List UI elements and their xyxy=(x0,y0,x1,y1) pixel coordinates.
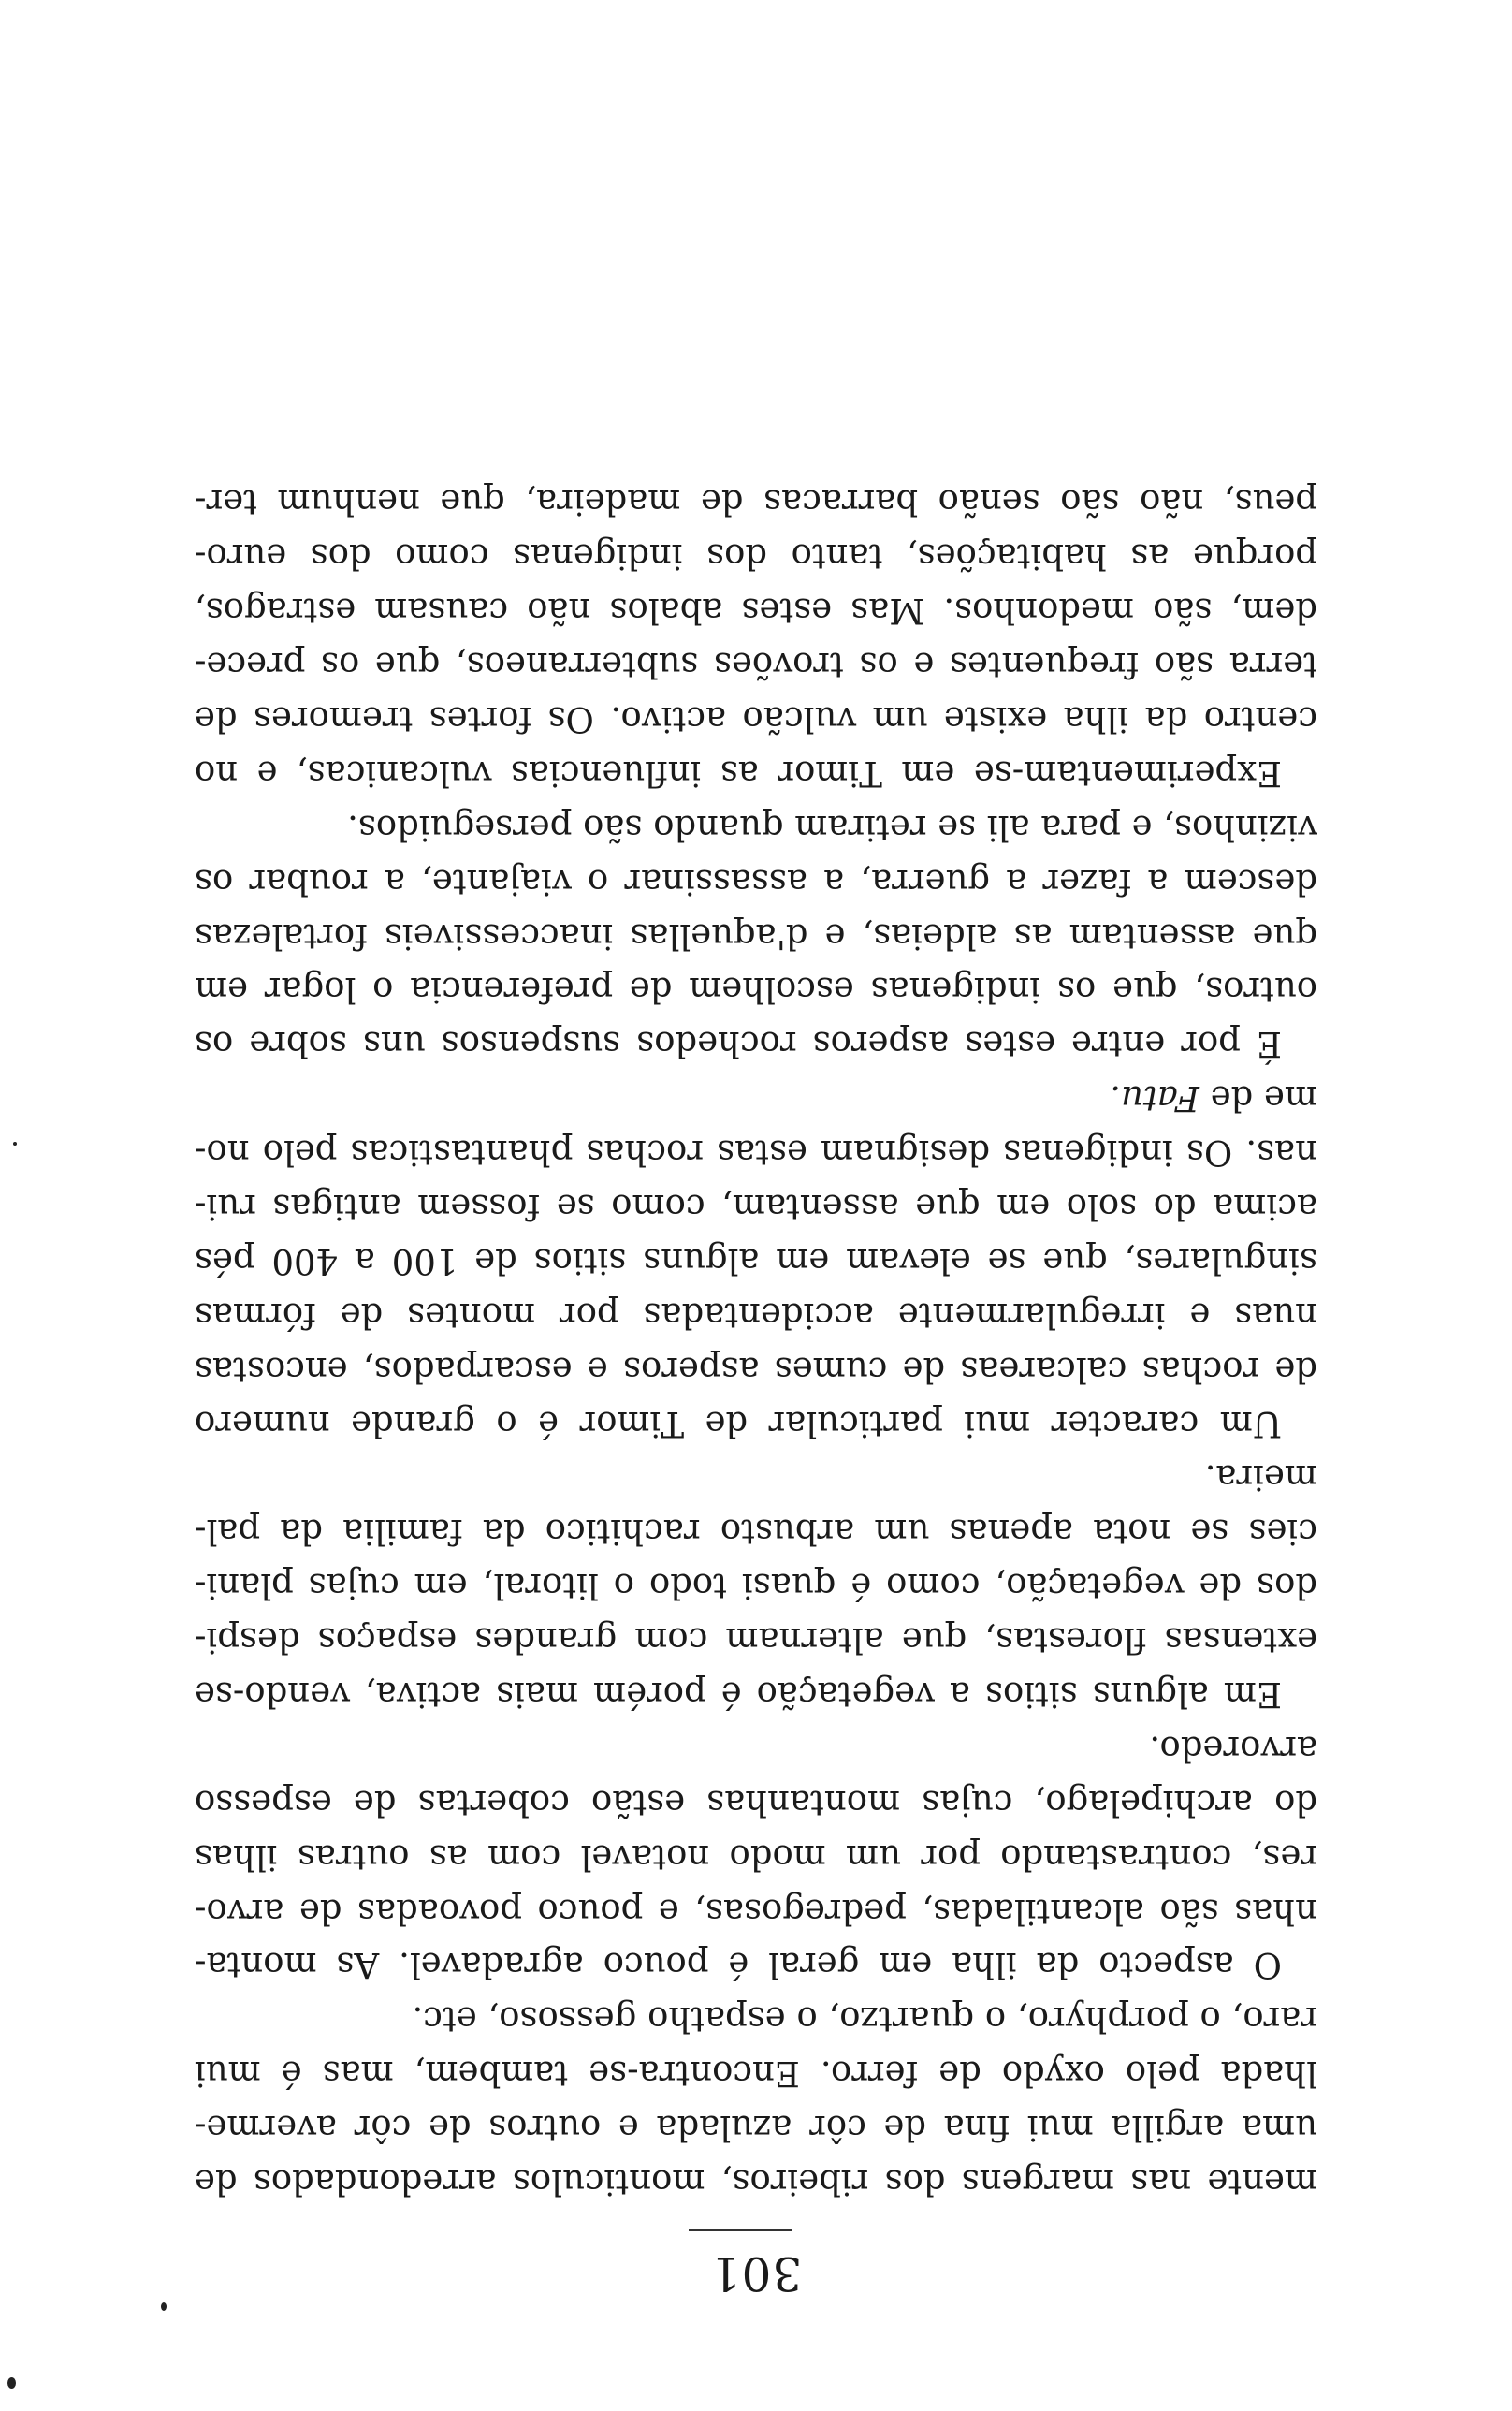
body-text xyxy=(195,475,1317,2210)
page-number-rule xyxy=(689,2229,792,2231)
text-line: terra são frequentes e os trovões subterraneos, que os prece- xyxy=(195,645,1317,686)
text-line: descem a fazer a guerra, a assassinar o viajante, a roubar os xyxy=(195,861,1317,902)
text-line: Experimentam-se em Timor as influencias vulcanicas, e no xyxy=(195,753,1282,794)
text-line: uma argilla mui fina de côr azulada e outros de côr averme- xyxy=(195,2108,1317,2149)
text-line: singulares, que se elevam em alguns sitios de 100 a 400 pés xyxy=(195,1240,1317,1281)
line-text: me de xyxy=(1199,1078,1317,1119)
text-line: vizinhos, e para ali se retiram quando são perseguidos. xyxy=(347,807,1317,848)
scan-speck xyxy=(161,2302,167,2311)
text-line: dem, são medonhos. Mas estes abalos não causam estragos, xyxy=(195,591,1317,632)
text-line: centro da ilha existe um vulcão activo. Os fortes tremores de xyxy=(195,698,1317,739)
page-number: 301 xyxy=(709,2246,803,2301)
text-line: peus, não são senão barracas de madeira, que nenhum ter- xyxy=(195,482,1317,523)
text-line: nuas e irregularmente accidentadas por montes de fórmas xyxy=(195,1294,1317,1336)
text-line: outros, que os indigenas escolhem de preferencia o logar em xyxy=(195,970,1317,1011)
scan-speck xyxy=(13,1142,17,1146)
text-line: res, contrastando por um modo notavel com as outras ilhas xyxy=(195,1836,1317,1878)
text-line: dos de vegetação, como é quasi todo o litoral, em cujas plani- xyxy=(195,1566,1317,1607)
text-line: nhas são alcantiladas, pedregosas, e pouco povoadas de arvo- xyxy=(195,1891,1317,1932)
text-line: de rochas calcareas de cumes asperos e escarpados, encostas xyxy=(195,1349,1317,1390)
text-line: cies se nota apenas um arbusto rachitico da familia da pal- xyxy=(195,1512,1317,1553)
text-line: Um caracter mui particular de Timor é o grande numero xyxy=(195,1403,1282,1444)
italic-term-fatu: Fatu. xyxy=(1110,1078,1199,1119)
text-line: O aspecto da ilha em geral é pouco agradavel. As monta- xyxy=(195,1945,1282,1986)
text-line: raro, o porphyro, o quartzo, o espatho gessoso, etc. xyxy=(412,1999,1317,2040)
text-line: que assentam as aldeias, e d'aquellas inaccessiveis fortalezas xyxy=(195,915,1317,957)
text-line: arvoredo. xyxy=(1149,1728,1317,1769)
text-line: do archipelago, cujas montanhas estão cobertas de espesso xyxy=(195,1782,1317,1823)
text-line: nas. Os indigenas designam estas rochas phantasticas pelo no- xyxy=(195,1132,1317,1174)
text-line: É por entre estes asperos rochedos suspensos uns sobre os xyxy=(195,1024,1282,1065)
text-line: Em alguns sitios a vegetação é porém mais activa, vendo-se xyxy=(195,1673,1282,1715)
text-line: lhada pelo oxydo de ferro. Encontra-se tambem, mas é mui xyxy=(195,2053,1317,2095)
text-line: meira. xyxy=(1204,1457,1317,1498)
text-line: porque as habitações, tanto dos indigenas como dos euro- xyxy=(195,536,1317,577)
scan-speck xyxy=(7,2377,16,2389)
text-line: acima do solo em que assentam, como se fossem antigas rui- xyxy=(195,1186,1317,1227)
text-line xyxy=(195,1071,1317,1125)
text-line: extensas florestas, que alternam com grandes espaços despi- xyxy=(195,1620,1317,1661)
text-line: mente nas margens dos ribeiros, monticulos arredondados de xyxy=(195,2162,1317,2202)
